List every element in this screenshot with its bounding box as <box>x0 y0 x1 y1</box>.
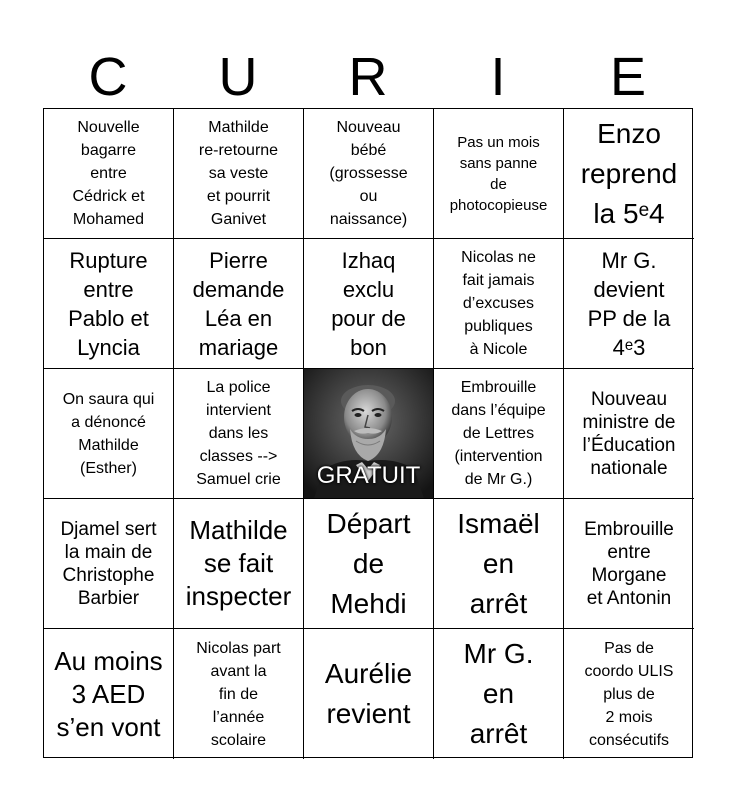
bingo-cell-r1c2[interactable] <box>174 109 304 239</box>
free-space-cell[interactable] <box>304 369 434 499</box>
bingo-cell-r2c4[interactable] <box>434 239 564 369</box>
cell-text: Rupture entre Pablo et Lyncia <box>68 247 149 360</box>
bingo-title <box>43 46 693 108</box>
bingo-cell-r3c4[interactable] <box>434 369 564 499</box>
bingo-cell-r3c1[interactable] <box>44 369 174 499</box>
cell-text: Pierre demande Léa en mariage <box>192 247 285 360</box>
cell-text: Mr G. en arrêt <box>463 638 534 749</box>
cell-text: Embrouille entre Morgane et Antonin <box>584 518 674 609</box>
cell-text: Nicolas part avant la fin de l’année scolaire <box>196 639 281 749</box>
bingo-cell-r5c1[interactable] <box>44 629 174 759</box>
free-space-label: GRATUIT <box>316 462 421 489</box>
cell-text: Djamel sert la main de Christophe Barbier <box>60 518 157 609</box>
title-letter-r: R <box>348 47 388 107</box>
cell-text: Mr G. devient PP de la 4ᵉ3 <box>587 247 671 360</box>
cell-text: La police intervient dans les classes --> Samuel crie <box>196 379 281 488</box>
bingo-cell-r5c4[interactable] <box>434 629 564 759</box>
bingo-cell-r4c3[interactable] <box>304 499 434 629</box>
bingo-cell-r2c5[interactable] <box>564 239 694 369</box>
cell-text: Nicolas ne fait jamais d’excuses publiques à Nicole <box>461 249 536 358</box>
bingo-board <box>43 108 693 758</box>
cell-text: Embrouille dans l’équipe de Lettres (intervention de Mr G.) <box>451 379 546 488</box>
bingo-cell-r5c3[interactable] <box>304 629 434 759</box>
title-letter-e: E <box>609 47 647 107</box>
bingo-cell-r1c1[interactable] <box>44 109 174 239</box>
cell-text: Nouveau bébé (grossesse ou naissance) <box>329 119 408 228</box>
cell-text: Aurélie revient <box>324 658 413 729</box>
cell-text: Mathilde se fait inspecter <box>185 515 292 611</box>
cell-text: Au moins 3 AED s’en vont <box>54 645 163 742</box>
bingo-cell-r4c2[interactable] <box>174 499 304 629</box>
cell-text: Enzo reprend la 5ᵉ4 <box>580 117 678 229</box>
bingo-cell-r5c5[interactable] <box>564 629 694 759</box>
cell-text: On saura qui a dénoncé Mathilde (Esther) <box>62 390 155 477</box>
bingo-cell-r2c3[interactable] <box>304 239 434 369</box>
cell-text: Ismaël en arrêt <box>457 507 540 619</box>
bingo-cell-r1c5[interactable] <box>564 109 694 239</box>
title-letter-i: I <box>490 47 506 107</box>
cell-text: Pas de coordo ULIS plus de 2 mois consécutifs <box>584 639 674 749</box>
cell-text: Nouvelle bagarre entre Cédrick et Mohamed <box>72 119 145 228</box>
title-letter-c: C <box>88 47 128 107</box>
bingo-cell-r4c1[interactable] <box>44 499 174 629</box>
cell-text: Pas un mois sans panne de photocopieuse <box>449 133 548 214</box>
bingo-cell-r1c3[interactable] <box>304 109 434 239</box>
bingo-cell-r1c4[interactable] <box>434 109 564 239</box>
title-letter-u: U <box>218 47 258 107</box>
bingo-cell-r3c2[interactable] <box>174 369 304 499</box>
bingo-cell-r4c4[interactable] <box>434 499 564 629</box>
cell-text: Izhaq exclu pour de bon <box>331 247 406 360</box>
cell-text: Départ de Mehdi <box>326 507 411 619</box>
bingo-cell-r5c2[interactable] <box>174 629 304 759</box>
cell-text: Nouveau ministre de l’Éducation nationale <box>582 388 676 479</box>
cell-text: Mathilde re-retourne sa veste et pourrit Ganivet <box>198 119 279 228</box>
bingo-cell-r2c1[interactable] <box>44 239 174 369</box>
bingo-cell-r3c5[interactable] <box>564 369 694 499</box>
bingo-cell-r4c5[interactable] <box>564 499 694 629</box>
bingo-cell-r2c2[interactable] <box>174 239 304 369</box>
